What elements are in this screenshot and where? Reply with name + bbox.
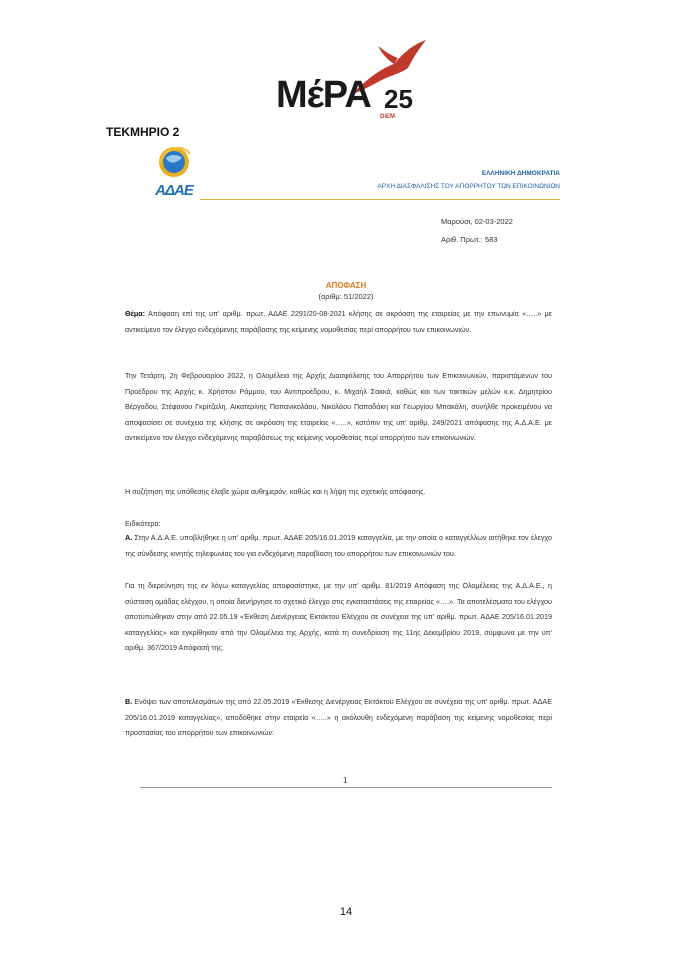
section-a-paragraph: [125, 530, 552, 561]
intro-second-paragraph: Η συζήτηση της υπόθεσης έλαβε χώρα αυθημερόν, καθώς και η λήψη της σχετικής απόφασης.: [125, 487, 426, 496]
party-logo: [272, 38, 432, 124]
section-a-label: Α.: [125, 533, 133, 542]
inner-page-number: 1: [343, 776, 348, 785]
place-date: Μαρούσι, 02-03-2022: [441, 217, 513, 226]
party-logo-word: ΜέΡΑ: [276, 74, 371, 116]
page-number: 14: [339, 906, 353, 918]
authority-logo-text: ΑΔΑΕ: [155, 182, 193, 199]
globe-icon: [156, 140, 192, 180]
intro-paragraph: Την Τετάρτη, 2η Φεβρουαρίου 2022, η Ολομέλεια της Αρχής Διασφάλισης του Απορρήτου των Επικοινωνιών, παριστάμενων του Προέδρου της Αρχής κ. Χρήστου Ράμμου, του Αντιπροέδρου, κ. Μιχαήλ Σακκά, καθώς και των τακτικών μελών κ.κ. Δημητρίου Βέργαδου, Στέφανου Γκρίτζαλη, Αικατερίνης Παπανικολάου, Νικολάου Παπαδάκη και Γεωργίου Μπακάλη, συνήλθε προκειμένου να αποφασίσει σε συνέχεια της κλήσης σε ακρόαση της εταιρείας «…..», κατόπιν της υπ' αριθμ. 249/2021 απόφασης της Α.Δ.Α.Ε. με αντικείμενο τον έλεγχο ενδεχόμενης παραβάσεως της κείμενης νομοθεσίας περί απορρήτου των επικοινωνιών.: [125, 371, 552, 442]
subject-label: Θέμα:: [125, 309, 146, 318]
footer-divider: [140, 787, 552, 788]
exhibit-label: ΤΕΚΜΗΡΙΟ 2: [106, 125, 180, 139]
section-a-text: Στην Α.Δ.Α.Ε. υποβλήθηκε η υπ' αριθμ. πρωτ. ΑΔΑΕ 205/16.01.2019 καταγγελία, με την οποία ο καταγγέλλων αιτήθηκε τον έλεγχο της σύνδεσης κινητής τηλεφωνίας του για ενδεχόμενη παραβίαση του απορρήτου των επικοινωνιών του.: [125, 533, 552, 558]
decision-number: (αριθμ: 51/2022): [318, 292, 374, 301]
party-logo-number: 25: [384, 84, 413, 114]
section-b-label: Β.: [125, 697, 133, 706]
reference-number: Αριθ. Πρωτ.: 583: [441, 235, 498, 244]
subject-paragraph: [125, 306, 552, 337]
authority-country: ΕΛΛΗΝΙΚΗ ΔΗΜΟΚΡΑΤΙΑ: [481, 170, 560, 177]
decision-title: ΑΠΟΦΑΣΗ: [325, 281, 367, 290]
party-logo-sub: DiEM: [380, 114, 395, 120]
authority-logo: [148, 140, 200, 200]
section-a-second-paragraph: Για τη διερεύνηση της εν λόγω καταγγελίας αποφασίστηκε, με την υπ' αριθμ. 81/2019 Απόφαση της Ολομέλειας της Α.Δ.Α.Ε., η σύσταση ομάδας ελέγχου, η οποία διενήργησε το σχετικό έλεγχο στις εγκαταστάσεις της εταιρείας «….». Τα αποτελέσματα του ελέγχου αποτυπώθηκαν στην από 22.05.19 «Έκθεση Διενέργειας Εκτάκτου Ελέγχου σε συνέχεια της υπ' αριθμ. πρωτ. ΑΔΑΕ 205/16.01.2019 καταγγελίας» και εγκρίθηκαν από την Ολομέλεια της Αρχής, κατά τη συνεδρίαση της 11ης Δεκεμβρίου 2019, σύμφωνα με την υπ' αριθμ. 367/2019 Απόφασή της.: [125, 581, 552, 652]
section-b-text: Ενόψει των αποτελεσμάτων της από 22.05.2019 «Έκθεσης Διενέργειας Εκτάκτου Ελέγχου σε συνέχεια της υπ' αριθμ. πρωτ. ΑΔΑΕ 205/16.01.2019 καταγγελίας», αποδόθηκε στην εταιρεία «…..» η ακόλουθη ενδεχόμενη παράβαση της κείμενης νομοθεσίας περί προστασίας του απορρήτου των επικοινωνιών:: [125, 697, 552, 737]
specifically-label: Ειδικότερα:: [125, 519, 161, 528]
header-divider: [200, 199, 560, 200]
subject-text: Απόφαση επί της υπ' αριθμ. πρωτ. ΑΔΑΕ 2291/20-08-2021 κλήσης σε ακρόαση της εταιρείας με την επωνυμία «…..» με αντικείμενο τον έλεγχο ενδεχόμενης παράβασης της κείμενης νομοθεσίας περί απορρήτου των επικοινωνιών.: [125, 309, 552, 334]
authority-header: [200, 170, 560, 190]
authority-name: ΑΡΧΗ ΔΙΑΣΦΑΛΙΣΗΣ ΤΟΥ ΑΠΟΡΡΗΤΟΥ ΤΩΝ ΕΠΙΚΟΙΝΩΝΙΩΝ: [377, 183, 560, 190]
section-b-paragraph: [125, 694, 552, 741]
